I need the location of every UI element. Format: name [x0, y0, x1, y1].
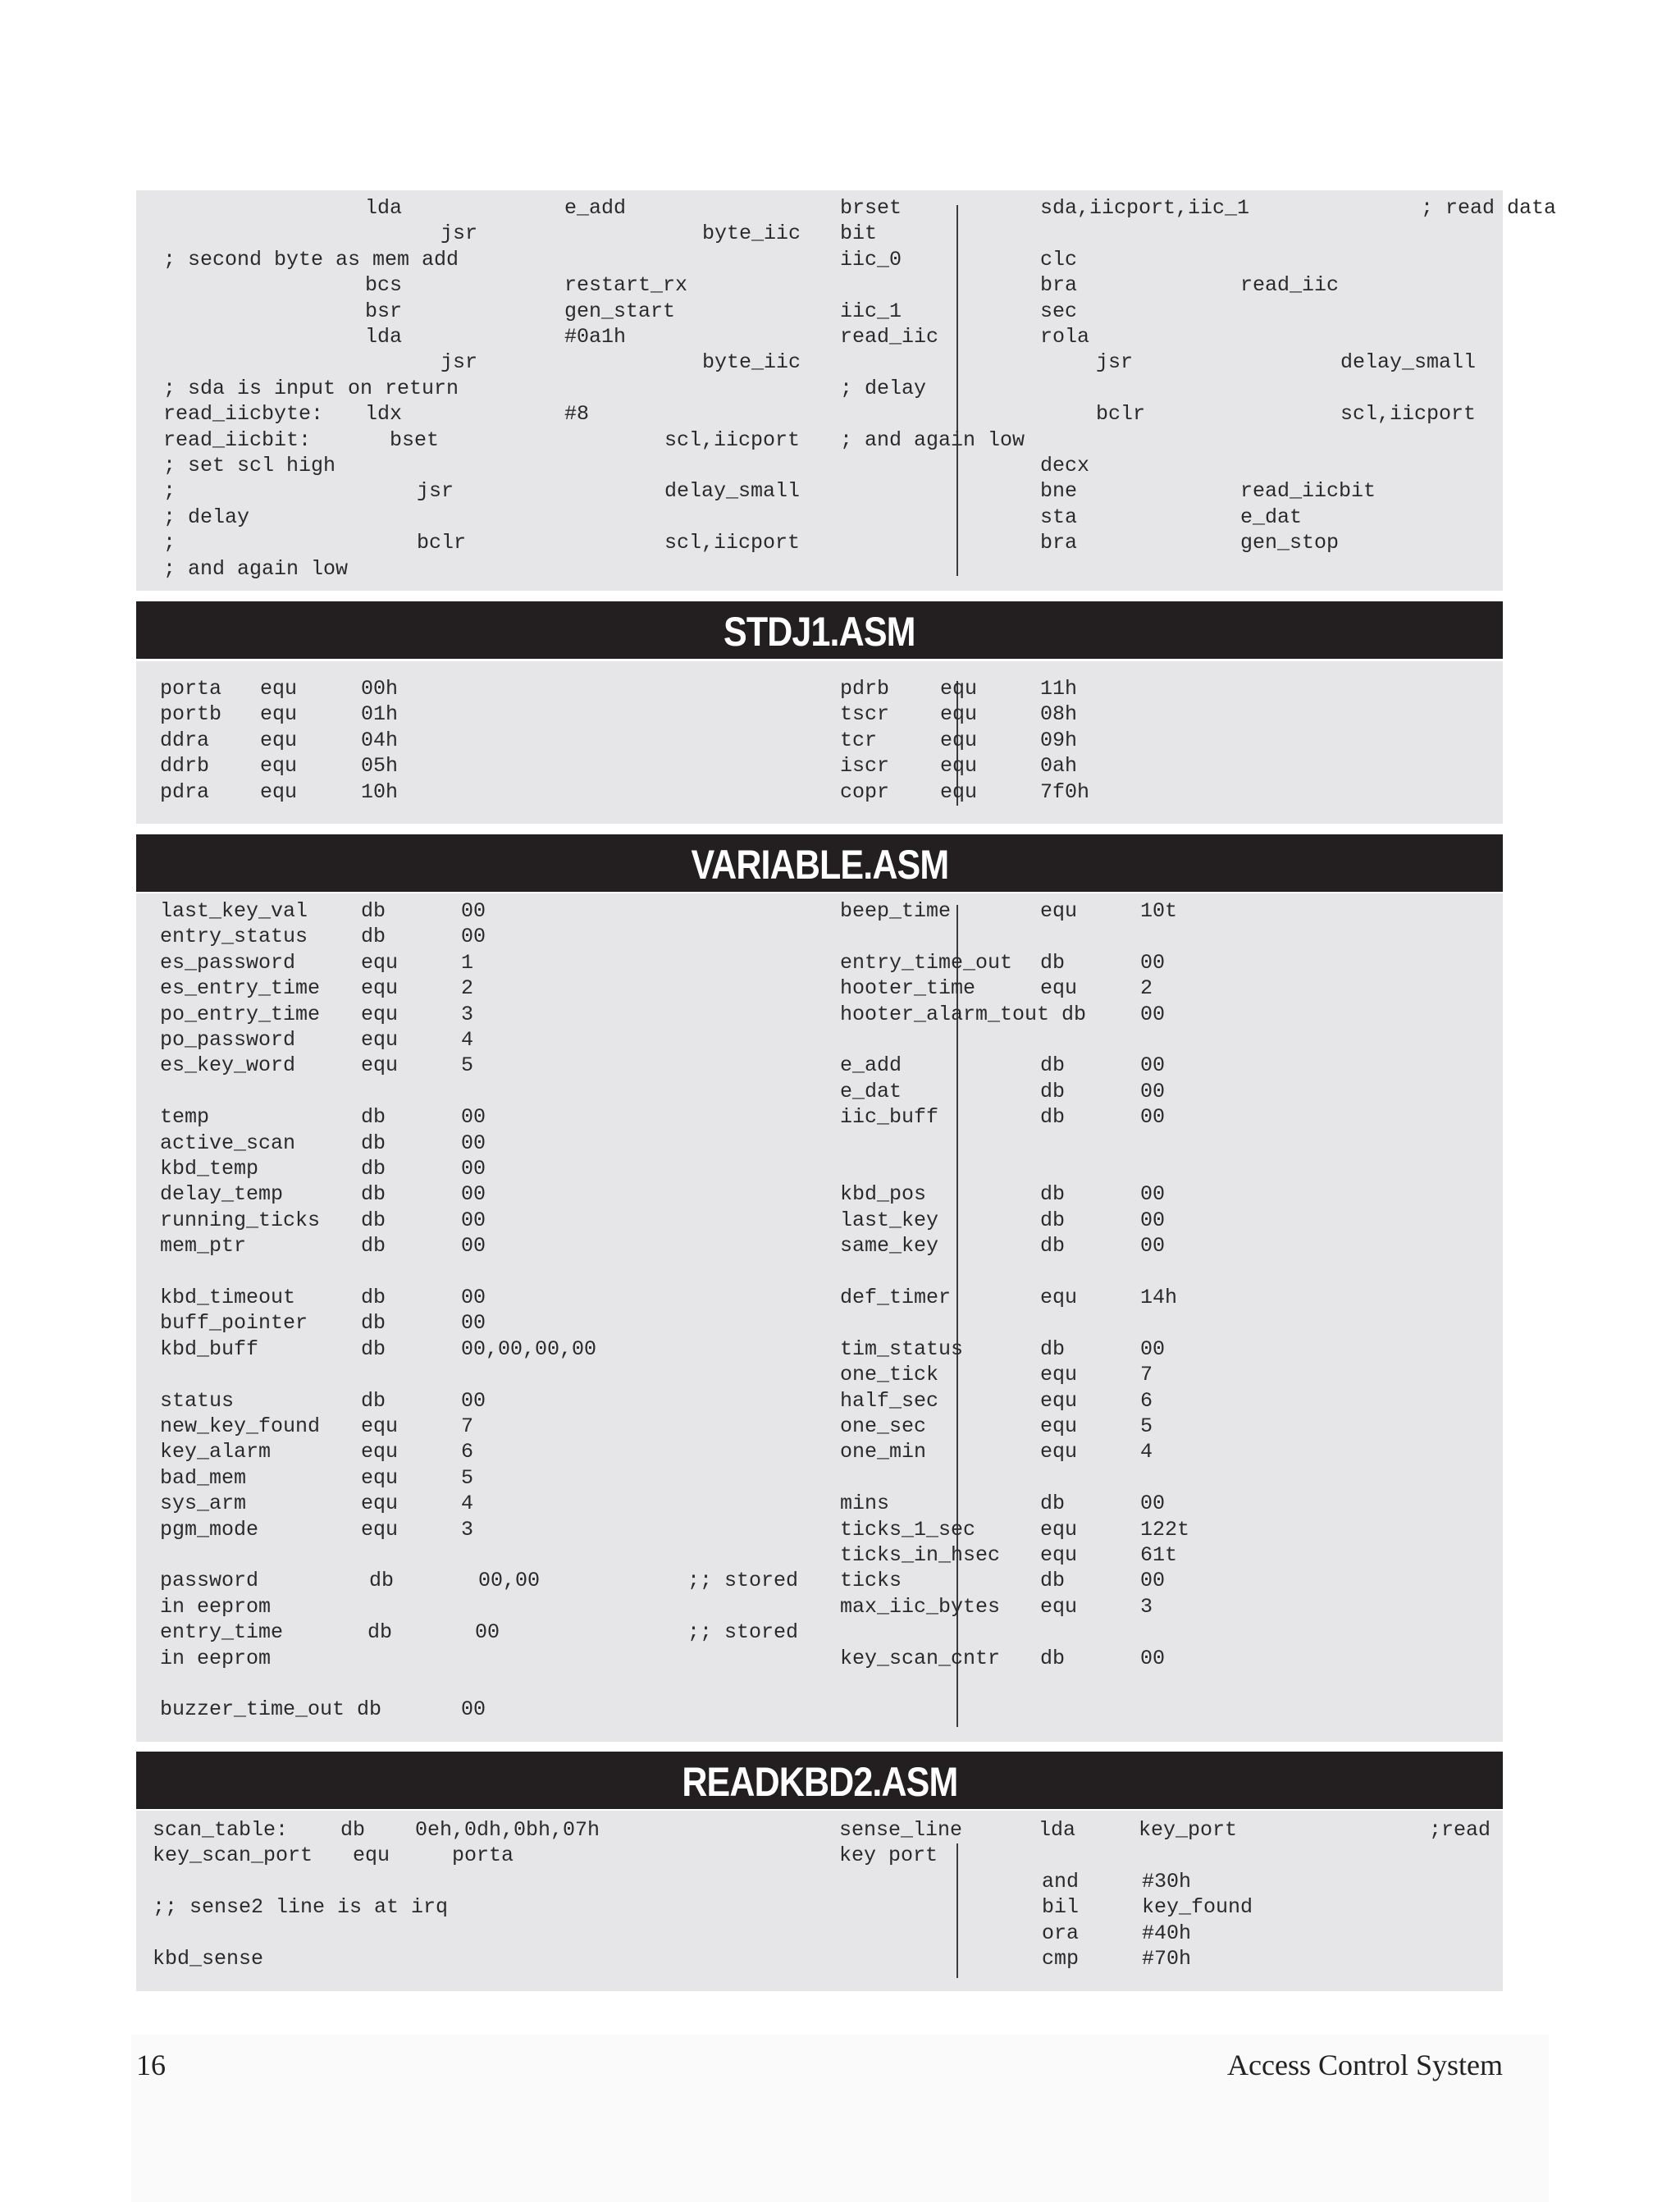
section-header-variable — [136, 834, 1503, 892]
code-token: #70h — [1142, 1947, 1192, 1971]
code-token: entry_time — [160, 1620, 284, 1645]
code-token: 00 — [461, 1234, 486, 1259]
code-token: delay_small — [1340, 350, 1477, 375]
code-token: 6 — [461, 1440, 474, 1464]
code-token: iic_0 — [840, 247, 902, 272]
code-token: byte_iic — [702, 350, 801, 375]
code-token: 0eh,0dh,0bh,07h — [415, 1818, 600, 1842]
code-token: 00 — [1140, 1053, 1166, 1078]
code-token: hooter_alarm_tout db — [840, 1002, 1087, 1026]
code-token: po_entry_time — [160, 1002, 321, 1026]
code-token: kbd_pos — [840, 1182, 927, 1207]
code-token: half_sec — [840, 1388, 939, 1413]
code-token: buzzer_time_out db — [160, 1697, 382, 1722]
code-token: 00 — [1140, 1234, 1166, 1259]
code-token: equ — [361, 1440, 399, 1464]
code-token: equ — [260, 702, 298, 727]
code-token: db — [1040, 1053, 1066, 1078]
code-token: read_iicbit — [1240, 479, 1376, 504]
code-token: db — [361, 925, 386, 949]
section-header-readkbd2 — [136, 1752, 1503, 1809]
code-token: ddrb — [160, 754, 210, 779]
code-token: password — [160, 1569, 259, 1593]
code-token: equ — [260, 779, 298, 804]
code-token: equ — [940, 677, 978, 701]
code-token: one_tick — [840, 1363, 939, 1387]
code-token: ; and again low — [840, 427, 1025, 452]
code-token: db — [1040, 1208, 1066, 1232]
code-token: porta — [160, 677, 222, 701]
code-token: 5 — [461, 1465, 474, 1490]
code-token: 3 — [461, 1002, 474, 1026]
code-token: ; set scl high — [163, 454, 336, 477]
code-token: pdra — [160, 779, 210, 804]
code-token: 4 — [1140, 1440, 1153, 1464]
code-token: 7 — [1140, 1363, 1153, 1387]
code-token: db — [361, 1234, 386, 1259]
code-token: equ — [361, 1002, 399, 1026]
code-token: kbd_temp — [160, 1157, 259, 1181]
code-token: copr — [840, 779, 890, 804]
code-token: db — [361, 1336, 386, 1361]
column-divider — [956, 1843, 958, 1978]
code-token: db — [1040, 1105, 1066, 1130]
code-token: 4 — [461, 1028, 474, 1052]
code-token: equ — [353, 1843, 390, 1868]
code-block-readkbd2 — [136, 1811, 1503, 1991]
code-token: 00 — [1140, 950, 1166, 975]
code-token: tscr — [840, 702, 890, 727]
code-token: entry_time_out — [840, 950, 1013, 975]
code-token: db — [1040, 1569, 1066, 1593]
code-token: read_iicbit: — [163, 427, 312, 452]
code-token: key_port — [1139, 1818, 1238, 1842]
code-token: kbd_sense — [153, 1947, 264, 1971]
code-token: ; and again low — [163, 556, 349, 581]
code-token: max_iic_bytes — [840, 1594, 1001, 1619]
code-token: ; delay — [840, 376, 927, 400]
code-token: key_found — [1142, 1895, 1253, 1920]
code-token: sda,iicport,iic_1 — [1040, 196, 1250, 220]
code-token: 10t — [1140, 899, 1178, 923]
code-token: ;; stored — [687, 1569, 799, 1593]
code-token: 00 — [461, 1157, 486, 1181]
code-token: beep_time — [840, 899, 952, 923]
code-token: 4 — [461, 1492, 474, 1516]
code-token: equ — [361, 1053, 399, 1078]
code-token: 00h — [361, 677, 399, 701]
code-token: ora — [1042, 1921, 1080, 1945]
code-token: equ — [260, 677, 298, 701]
code-token: running_ticks — [160, 1208, 321, 1232]
code-token: equ — [1040, 1414, 1078, 1438]
code-token: 00 — [1140, 1079, 1166, 1103]
code-token: es_password — [160, 950, 296, 975]
code-token: 61t — [1140, 1543, 1178, 1567]
code-token: ;; sense2 line is at irq — [153, 1895, 449, 1920]
code-token: buff_pointer — [160, 1311, 308, 1336]
code-token: es_key_word — [160, 1053, 296, 1078]
code-token: iic_1 — [840, 299, 902, 323]
code-token: equ — [1040, 1517, 1078, 1542]
code-token: ticks — [840, 1569, 902, 1593]
code-token: ; — [163, 479, 176, 504]
code-token: bclr — [1096, 402, 1146, 427]
code-token: db — [1040, 950, 1066, 975]
code-token: ddra — [160, 728, 210, 752]
code-token: byte_iic — [702, 222, 801, 246]
code-token: 00 — [461, 899, 486, 923]
code-token: 00 — [461, 1182, 486, 1207]
code-token: es_entry_time — [160, 976, 321, 1001]
code-token: db — [369, 1569, 395, 1593]
code-token: kbd_buff — [160, 1336, 259, 1361]
code-token: gen_stop — [1240, 531, 1340, 555]
code-token: iic_buff — [840, 1105, 939, 1130]
code-token: hooter_time — [840, 976, 976, 1001]
code-token: one_sec — [840, 1414, 927, 1438]
code-token: last_key_val — [160, 899, 308, 923]
code-token: db — [361, 1157, 386, 1181]
code-token: 00,00 — [478, 1569, 541, 1593]
code-token: same_key — [840, 1234, 939, 1259]
section-title: READKBD2.ASM — [681, 1759, 958, 1805]
page-number: 16 — [136, 2049, 166, 2081]
code-token: equ — [1040, 1440, 1078, 1464]
code-token: bset — [390, 427, 440, 452]
code-token: bclr — [417, 531, 467, 555]
code-token: bil — [1042, 1895, 1080, 1920]
code-token: temp — [160, 1105, 210, 1130]
code-token: clc — [1040, 247, 1078, 272]
code-token: key_alarm — [160, 1440, 272, 1464]
code-token: 3 — [461, 1517, 474, 1542]
code-token: 3 — [1140, 1594, 1153, 1619]
code-token: delay_small — [664, 479, 801, 504]
column-divider — [956, 205, 958, 576]
code-token: entry_status — [160, 925, 308, 949]
code-token: 00 — [461, 1131, 486, 1155]
code-token: equ — [1040, 1388, 1078, 1413]
code-token: 00 — [1140, 1336, 1166, 1361]
code-token: read_iicbyte: — [163, 402, 324, 427]
code-token: 7 — [461, 1414, 474, 1438]
code-token: db — [1040, 1336, 1066, 1361]
code-token: jsr — [441, 350, 478, 375]
code-token: bad_mem — [160, 1465, 247, 1490]
section-title: STDJ1.ASM — [724, 609, 915, 655]
code-token: equ — [361, 1517, 399, 1542]
running-footer-title: Access Control System — [1227, 2049, 1503, 2081]
code-token: 00 — [1140, 1569, 1166, 1593]
code-token: e_add — [840, 1053, 902, 1078]
code-token: 00,00,00,00 — [461, 1336, 597, 1361]
code-block-stdj1 — [136, 661, 1503, 824]
code-token: pdrb — [840, 677, 890, 701]
code-token: scl,iicport — [664, 531, 801, 555]
code-token: 00 — [1140, 1208, 1166, 1232]
code-token: last_key — [840, 1208, 939, 1232]
code-token: db — [361, 1388, 386, 1413]
code-token: bsr — [365, 299, 403, 323]
code-token: 10h — [361, 779, 399, 804]
code-token: ticks_in_hsec — [840, 1543, 1001, 1567]
code-block-variable — [136, 893, 1503, 1742]
code-token: equ — [361, 1492, 399, 1516]
code-token: po_password — [160, 1028, 296, 1052]
code-token: active_scan — [160, 1131, 296, 1155]
code-token: ; sda is input on return — [163, 376, 459, 400]
code-token: e_dat — [1240, 505, 1303, 529]
code-token: bne — [1040, 479, 1078, 504]
code-token: equ — [940, 728, 978, 752]
code-token: equ — [361, 950, 399, 975]
code-token: 00 — [461, 925, 486, 949]
code-block-iic — [136, 190, 1557, 591]
code-token: sys_arm — [160, 1492, 247, 1516]
code-token: db — [361, 1131, 386, 1155]
code-token: equ — [361, 1028, 399, 1052]
code-token: ticks_1_sec — [840, 1517, 976, 1542]
code-token: equ — [940, 779, 978, 804]
code-token: rola — [1040, 325, 1090, 349]
code-token: db — [361, 1182, 386, 1207]
code-token: 00 — [461, 1105, 486, 1130]
code-token: #8 — [564, 402, 590, 427]
code-token: 00 — [461, 1311, 486, 1336]
code-token: 00 — [461, 1388, 486, 1413]
code-token: 122t — [1140, 1517, 1190, 1542]
code-token: tcr — [840, 728, 878, 752]
code-token: bra — [1040, 273, 1078, 298]
code-token: iscr — [840, 754, 890, 779]
code-token: 00 — [461, 1286, 486, 1309]
code-token: delay_temp — [160, 1182, 284, 1207]
code-token: portb — [160, 702, 222, 727]
code-token: db — [1040, 1079, 1066, 1103]
code-token: equ — [361, 976, 399, 1001]
code-token: db — [361, 1311, 386, 1336]
section-title: VARIABLE.ASM — [691, 842, 948, 888]
code-token: 0ah — [1040, 754, 1078, 779]
code-token: #30h — [1142, 1869, 1192, 1894]
code-token: decx — [1040, 454, 1090, 477]
code-token: db — [1040, 1234, 1066, 1259]
code-token: #40h — [1142, 1921, 1192, 1945]
code-token: read_iic — [840, 325, 939, 349]
code-token: equ — [361, 1414, 399, 1438]
code-token: scan_table: — [153, 1818, 289, 1842]
code-token: porta — [452, 1843, 514, 1868]
code-token: 08h — [1040, 702, 1078, 727]
code-token: key_scan_port — [153, 1843, 313, 1868]
code-token: def_timer — [840, 1286, 952, 1309]
code-token: lda — [365, 325, 403, 349]
code-token: equ — [1040, 1286, 1078, 1309]
code-token: mem_ptr — [160, 1234, 247, 1259]
code-token: db — [1040, 1646, 1066, 1670]
code-token: 5 — [1140, 1414, 1153, 1438]
code-token: 09h — [1040, 728, 1078, 752]
code-token: sta — [1040, 505, 1078, 529]
code-token: mins — [840, 1492, 890, 1516]
code-token: key port — [839, 1843, 938, 1868]
code-token: cmp — [1042, 1947, 1080, 1971]
code-token: 11h — [1040, 677, 1078, 701]
code-token: one_min — [840, 1440, 927, 1464]
code-token: db — [361, 1105, 386, 1130]
code-token: db — [1040, 1492, 1066, 1516]
code-token: pgm_mode — [160, 1517, 259, 1542]
code-token: lda — [365, 196, 403, 220]
code-token: read_iic — [1240, 273, 1340, 298]
code-token: db — [361, 899, 386, 923]
code-token: bra — [1040, 531, 1078, 555]
code-token: jsr — [441, 222, 478, 246]
code-token: in eeprom — [160, 1646, 272, 1670]
code-token: 00 — [1140, 1646, 1166, 1670]
code-token: equ — [1040, 976, 1078, 1001]
code-token: kbd_timeout — [160, 1286, 296, 1309]
code-token: 00 — [1140, 1002, 1166, 1026]
code-token: equ — [1040, 1543, 1078, 1567]
code-token: 04h — [361, 728, 399, 752]
code-token: ; second byte as mem add — [163, 247, 459, 272]
code-token: bit — [840, 222, 878, 246]
code-token: 14h — [1140, 1286, 1178, 1309]
section-header-stdj1 — [136, 601, 1503, 659]
code-token: restart_rx — [564, 273, 688, 298]
code-token: e_dat — [840, 1079, 902, 1103]
code-token: db — [1040, 1182, 1066, 1207]
code-token: equ — [1040, 1363, 1078, 1387]
code-token: jsr — [417, 479, 454, 504]
code-token: 7f0h — [1040, 779, 1090, 804]
code-token: equ — [1040, 1594, 1078, 1619]
code-token: db — [361, 1286, 386, 1309]
code-token: equ — [940, 754, 978, 779]
code-token: db — [368, 1620, 393, 1645]
code-token: 5 — [461, 1053, 474, 1078]
code-token: sense_line — [839, 1818, 963, 1842]
code-token: equ — [940, 702, 978, 727]
code-token: db — [340, 1818, 366, 1842]
code-token: scl,iicport — [664, 427, 801, 452]
code-token: 00 — [1140, 1182, 1166, 1207]
code-token: status — [160, 1388, 235, 1413]
code-token: 00 — [1140, 1492, 1166, 1516]
code-token: db — [361, 1208, 386, 1232]
code-token: sec — [1040, 299, 1078, 323]
code-token: 00 — [1140, 1105, 1166, 1130]
code-token: 00 — [475, 1620, 500, 1645]
code-token: gen_start — [564, 299, 676, 323]
code-token: bcs — [365, 273, 403, 298]
code-token: equ — [260, 728, 298, 752]
code-token: ; read data — [1421, 196, 1557, 220]
code-token: in eeprom — [160, 1594, 272, 1619]
code-token: and — [1042, 1869, 1080, 1894]
code-token: #0a1h — [564, 325, 627, 349]
code-token: ;read — [1429, 1818, 1491, 1842]
code-token: ;; stored — [687, 1620, 799, 1645]
code-token: equ — [260, 754, 298, 779]
code-token: ; — [163, 531, 176, 555]
code-token: ldx — [365, 402, 403, 427]
code-token: key_scan_cntr — [840, 1646, 1001, 1670]
code-token: lda — [1039, 1818, 1076, 1842]
code-token: 00 — [461, 1697, 486, 1722]
code-token: 2 — [461, 976, 474, 1001]
code-token: brset — [840, 196, 902, 220]
code-token: e_add — [564, 196, 627, 220]
code-token: 01h — [361, 702, 399, 727]
code-token: 6 — [1140, 1388, 1153, 1413]
code-token: tim_status — [840, 1336, 964, 1361]
code-token: 05h — [361, 754, 399, 779]
code-token: scl,iicport — [1340, 402, 1477, 427]
code-token: 00 — [461, 1208, 486, 1232]
code-token: equ — [1040, 899, 1078, 923]
code-token: 1 — [461, 950, 474, 975]
code-token: new_key_found — [160, 1414, 321, 1438]
code-token: 2 — [1140, 976, 1153, 1001]
code-token: equ — [361, 1465, 399, 1490]
code-token: jsr — [1096, 350, 1134, 375]
code-token: ; delay — [163, 505, 250, 529]
